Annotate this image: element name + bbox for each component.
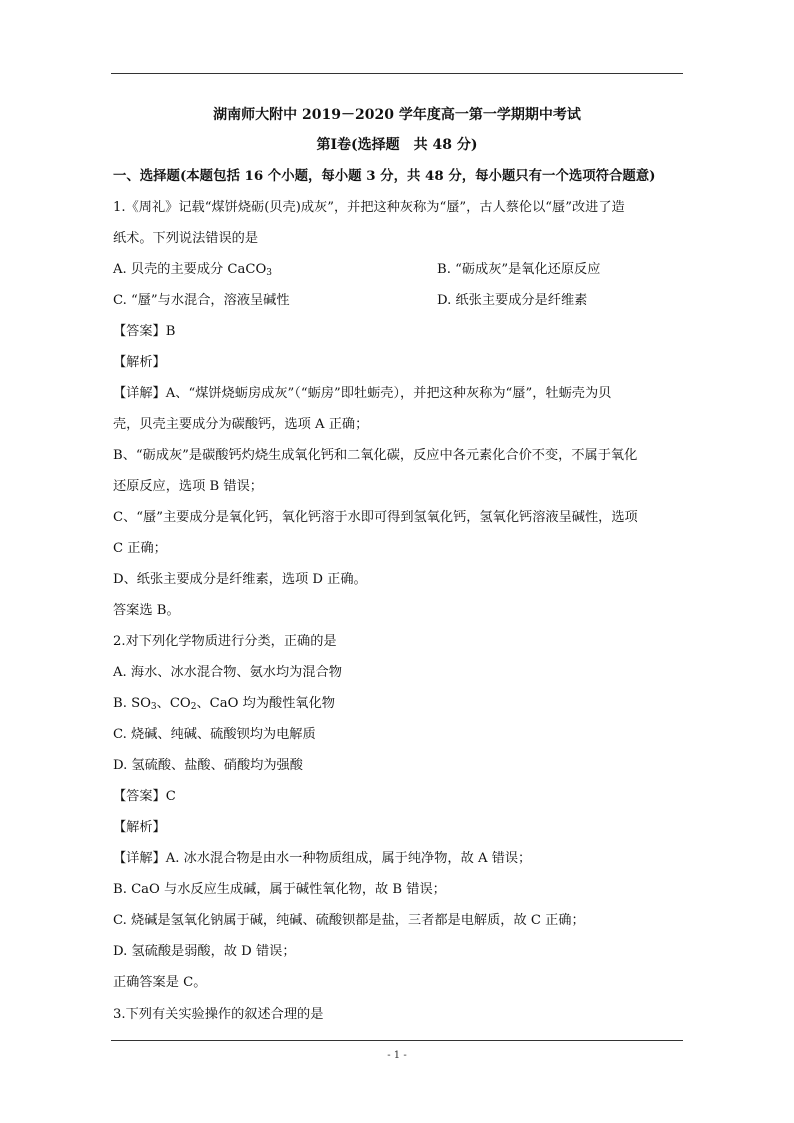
q2-option-b-subscript-1: 3	[150, 702, 157, 712]
q1-option-a	[113, 262, 272, 278]
q1-detail-line-5: C、“蜃”主要成分是氧化钙，氧化钙溶于水即可得到氢氧化钙，氢氧化钙溶液呈碱性，选项	[113, 510, 638, 525]
q2-stem: 2.对下列化学物质进行分类，正确的是	[113, 634, 337, 649]
q1-detail-line-2: 壳，贝壳主要成分为碳酸钙，选项 A 正确；	[113, 417, 369, 432]
q1-option-c: C. “蜃”与水混合，溶液呈碱性	[113, 293, 290, 308]
q2-option-c: C. 烧碱、纯碱、硫酸钡均为电解质	[113, 727, 316, 742]
q1-answer: 【答案】B	[113, 324, 176, 339]
q2-option-b-part-2: 、CO	[156, 696, 191, 711]
q2-answer: 【答案】C	[113, 789, 176, 804]
q1-option-a-subscript: 3	[266, 268, 272, 278]
q2-detail-line-3: C. 烧碱是氢氧化钠属于碱，纯碱、硫酸钡都是盐，三者都是电解质，故 C 正确；	[113, 913, 585, 928]
q1-option-a-text: A. 贝壳的主要成分 CaCO	[113, 262, 267, 277]
page-number: - 1 -	[387, 1050, 407, 1061]
header-rule	[111, 73, 683, 74]
q2-detail-line-1: 【详解】A. 冰水混合物是由水一种物质组成，属于纯净物，故 A 错误；	[113, 851, 532, 866]
q2-option-a: A. 海水、冰水混合物、氨水均为混合物	[113, 665, 342, 680]
q1-detail-line-1: 【详解】A、“煤饼烧蛎房成灰”（“蛎房”即牡蛎壳），并把这种灰称为“蜃”，牡蛎壳为贝	[113, 386, 612, 401]
footer-rule	[111, 1040, 683, 1041]
q2-option-b-subscript-2: 2	[190, 702, 197, 712]
q1-option-b: B. “砺成灰”是氧化还原反应	[437, 262, 601, 277]
q2-detail-line-4: D. 氢硫酸是弱酸，故 D 错误；	[113, 944, 296, 959]
section-heading: 一、选择题(本题包括 16 个小题，每小题 3 分，共 48 分，每小题只有一个选项符合题意)	[113, 168, 656, 184]
exam-subtitle: 第Ⅰ卷(选择题 共 48 分)	[316, 137, 478, 153]
q2-option-d: D. 氢硫酸、盐酸、硝酸均为强酸	[113, 758, 303, 773]
q2-detail-line-2: B. CaO 与水反应生成碱，属于碱性氧化物，故 B 错误；	[113, 882, 446, 897]
q1-stem-line-1: 1.《周礼》记载“煤饼烧砺(贝壳)成灰”，并把这种灰称为“蜃”，古人蔡伦以“蜃”改进了造	[113, 200, 625, 215]
q2-conclusion: 正确答案是 C。	[113, 975, 207, 990]
exam-title: 湖南师大附中 2019－2020 学年度高一第一学期期中考试	[213, 107, 581, 123]
q1-detail-line-4: 还原反应，选项 B 错误；	[113, 479, 263, 494]
q1-analysis-label: 【解析】	[113, 355, 166, 370]
q1-option-d: D. 纸张主要成分是纤维素	[437, 293, 588, 308]
q1-stem-line-2: 纸术。下列说法错误的是	[113, 231, 259, 246]
q1-detail-line-7: D、纸张主要成分是纤维素，选项 D 正确。	[113, 572, 367, 587]
q1-conclusion: 答案选 B。	[113, 603, 180, 618]
q1-detail-line-6: C 正确；	[113, 541, 167, 556]
q2-option-b-part-3: 、CaO 均为酸性氧化物	[196, 696, 335, 711]
q2-analysis-label: 【解析】	[113, 820, 166, 835]
q2-option-b-part-1: B. SO	[113, 696, 151, 711]
q2-option-b	[113, 696, 335, 712]
q1-detail-line-3: B、“砺成灰”是碳酸钙灼烧生成氧化钙和二氧化碳，反应中各元素化合价不变，不属于氧化	[113, 448, 638, 463]
q3-stem: 3.下列有关实验操作的叙述合理的是	[113, 1007, 324, 1022]
